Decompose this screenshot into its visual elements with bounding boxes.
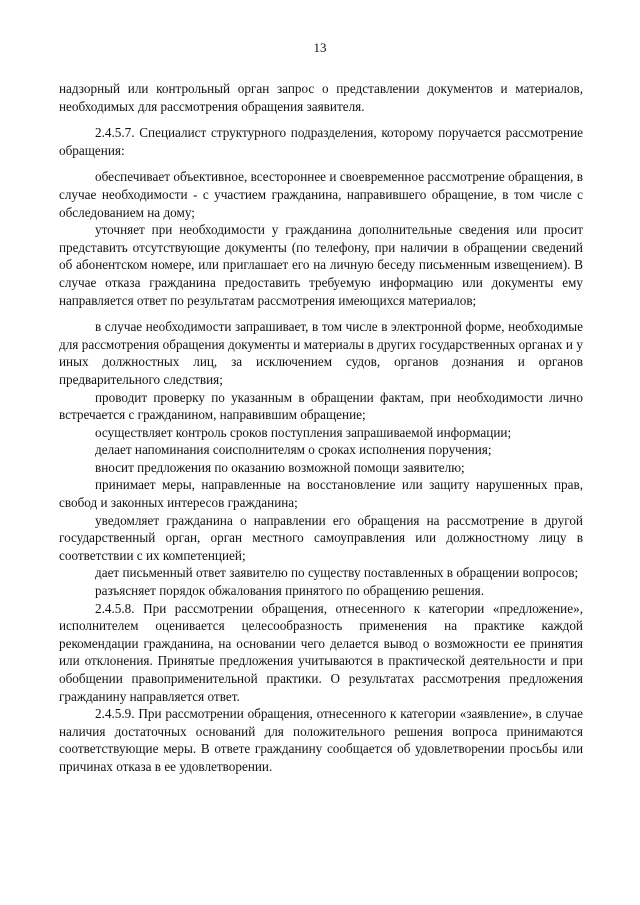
list-item-restore-rights: принимает меры, направленные на восстановление или защиту нарушенных прав, свобод и законных интересов гражданина; [59,477,583,511]
list-item-verify-facts: проводит проверку по указанным в обращении фактам, при необходимости лично встречается с гражданином, направившим обращение; [59,389,583,423]
list-item-appeal-procedure: разъясняет порядок обжалования принятого по обращению решения. [95,583,485,599]
page-number: 13 [313,40,327,55]
list-item-control-deadlines: осуществляет контроль сроков поступления запрашиваемой информации; [95,424,512,440]
paragraph-continuation: надзорный или контрольный орган запрос о представлении документов и материалов, необходимых для рассмотрения обращения заявителя. [59,81,583,114]
list-item-notify-redirection: уведомляет гражданина о направлении его обращения на рассмотрение в другой государственный орган, орган местного самоуправления или должностному лицу в соответствии с их компетенцией; [59,512,583,563]
list-item-clarify-details: уточняет при необходимости у гражданина дополнительные сведения или просит представить отсутствующие документы (по телефону, при наличии в обращении сведений об абонентском номере, или приглашает его на личную беседу письменным извещением). В случае отказа гражданина предоставить требуемую информацию или документы ему направляется ответ по результатам рассмотрения имеющихся материалов; [59,222,583,308]
paragraph-2-4-5-8: 2.4.5.8. При рассмотрении обращения, отнесенного к категории «предложение», исполнителем оценивается целесообразность применения на практике каждой рекомендации гражданина, на основании чего делается вывод о возможности ее принятия или отклонения. Принятые предложения учитываются в практической деятельности и при обобщении правоприменительной практики. О результатах рассмотрения предложения гражданину направляется ответ. [59,600,583,704]
page-body [59,80,583,776]
list-item-request-documents: в случае необходимости запрашивает, в том числе в электронной форме, необходимые для рассмотрения обращения документы и материалы в других государственных органах и у иных должностных лиц, за исключением судов, органов дознания и органов предварительного следствия; [59,319,583,387]
paragraph-2-4-5-9: 2.4.5.9. При рассмотрении обращения, отнесенного к категории «заявление», в случае наличия достаточных оснований для положительного решения вопроса принимаются соответствующие меры. В ответе гражданину сообщается об удовлетворении просьбы или причинах отказа в ее удовлетворении. [59,706,583,774]
list-item-reminders: делает напоминания соисполнителям о сроках исполнения поручения; [95,442,492,458]
paragraph-2-4-5-7: 2.4.5.7. Специалист структурного подразделения, которому поручается рассмотрение обращения: [59,125,583,158]
list-item-objective-review: обеспечивает объективное, всестороннее и своевременное рассмотрение обращения, в случае необходимости - с участием гражданина, направившего обращение, в том числе с обследованием на дому; [59,169,583,220]
list-item-assistance-proposals: вносит предложения по оказанию возможной помощи заявителю; [95,459,465,475]
list-item-written-answer: дает письменный ответ заявителю по существу поставленных в обращении вопросов; [95,565,579,581]
